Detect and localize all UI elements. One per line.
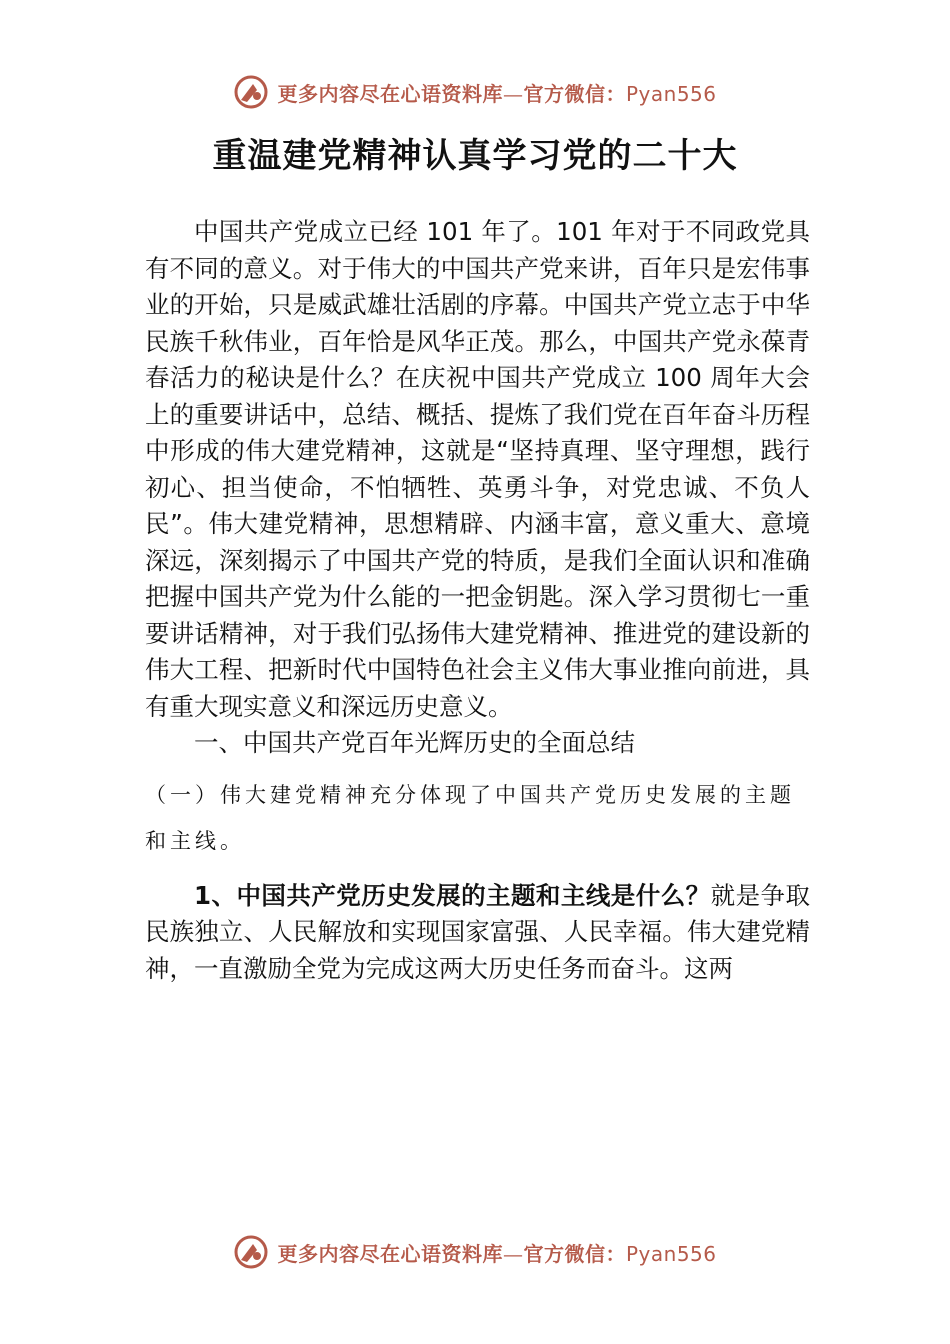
banner-wechat-id: Pyan556 xyxy=(625,1241,717,1266)
header-watermark-banner xyxy=(0,72,950,112)
section-heading-1: 一、中国共产党百年光辉历史的全面总结 xyxy=(194,728,635,757)
logo-icon xyxy=(233,74,269,110)
banner-wechat-label: 官方微信： xyxy=(523,1241,626,1266)
footer-watermark-banner xyxy=(0,1232,950,1272)
document-title: 重温建党精神认真学习党的二十大 xyxy=(212,136,738,176)
document-body xyxy=(145,214,810,987)
banner-text xyxy=(277,78,716,107)
banner-dash: — xyxy=(502,1241,524,1266)
banner-wechat-id: Pyan556 xyxy=(625,81,717,106)
banner-dash: — xyxy=(502,81,524,106)
paragraph-2-text: 就是争取民族独立、人民解放和实现国家富强、人民幸福。伟大建党精神，一直激励全党为完成这两大历史任务而奋斗。这两 xyxy=(145,880,811,983)
banner-text xyxy=(277,1238,716,1267)
logo-icon xyxy=(233,1234,269,1270)
paragraph-intro: 中国共产党成立已经 101 年了。101 年对于不同政党具有不同的意义。对于伟大的中国共产党来讲，百年只是宏伟事业的开始，只是威武雄壮活剧的序幕。中国共产党立志于中华民族千秋伟业，百年恰是风华正茂。那么，中国共产党永葆青春活力的秘诀是什么？在庆祝中国共产党成立 100 周年大会上的重要讲话中，总结、概括、提炼了我们党在百年奋斗历程中形成的伟大建党精神，这就是“坚持真理、坚守理想，践行初心、担当使命，不怕牺牲、英勇斗争，对党忠诚、不负人民”。伟大建党精神，思想精辟、内涵丰富，意义重大、意境深远，深刻揭示了中国共产党的特质，是我们全面认识和准确把握中国共产党为什么能的一把金钥匙。深入学习贯彻七一重要讲话精神，对于我们弘扬伟大建党精神、推进党的建设新的伟大工程、把新时代中国特色社会主义伟大事业推向前进，具有重大现实意义和深远历史意义。 xyxy=(145,217,810,721)
paragraph-2 xyxy=(145,878,810,988)
banner-wechat-label: 官方微信： xyxy=(523,81,626,106)
banner-main-text: 更多内容尽在心语资料库 xyxy=(277,1241,503,1266)
paragraph-2-bold-lead: 1、中国共产党历史发展的主题和主线是什么？ xyxy=(194,880,711,910)
subsection-heading-1: （一）伟大建党精神充分体现了中国共产党历史发展的主题和主线。 xyxy=(145,782,795,853)
banner-main-text: 更多内容尽在心语资料库 xyxy=(277,81,503,106)
